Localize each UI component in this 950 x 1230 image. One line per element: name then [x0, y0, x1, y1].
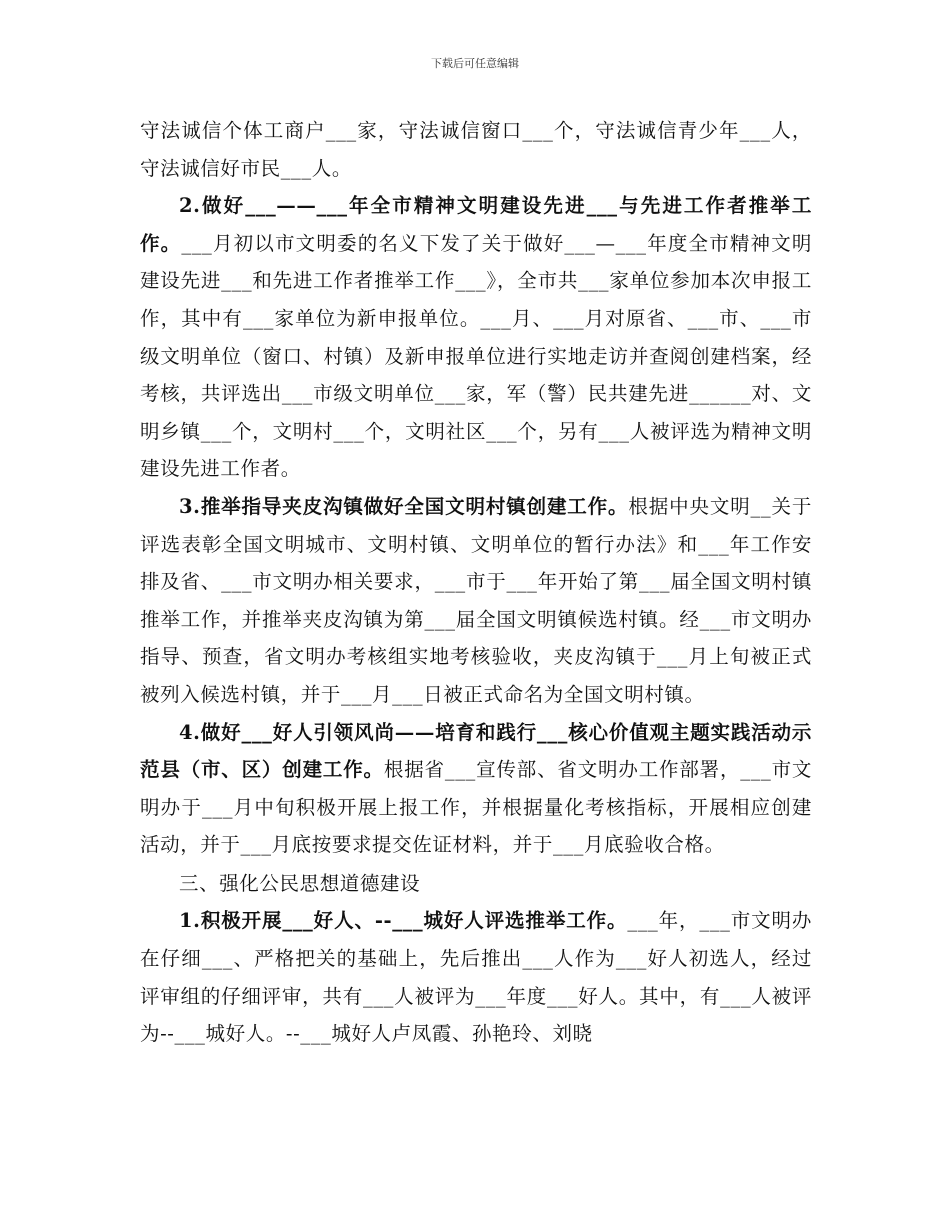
paragraph-4-body: 根据省___宣传部、省文明办工作部署，___市文明办于___月中旬积极开展上报工作，并根据量化考核指标，开展相应创建活动，并于___月底按要求提交佐证材料，并于___月底验收合格。: [140, 758, 812, 857]
paragraph-2: [140, 187, 812, 488]
section-heading: 三、强化公民思想道德建设: [179, 871, 421, 895]
paragraph-3: [140, 488, 812, 714]
paragraph-3-body: 根据中央文明__关于评选表彰全国文明城市、文明村镇、文明单位的暂行办法》和___年工作安排及省、___市文明办相关要求，___市于___年开始了第___届全国文明村镇推举工作，并推举夹皮沟镇为第___届全国文明镇候选村镇。经___市文明办指导、预查，省文明办考核组实地考核验收，夹皮沟镇于___月上旬被正式被列入候选村镇，并于___月___日被正式命名为全国文明村镇。: [140, 494, 812, 706]
paragraph-4: [140, 714, 812, 864]
paragraph-1: [140, 112, 812, 187]
document-body: [140, 112, 812, 1053]
paragraph-5: [140, 902, 812, 1052]
paragraph-2-body: ___月初以市文明委的名义下发了关于做好___—___年度全市精神文明建设先进___和先进工作者推举工作___》，全市共___家单位参加本次申报工作，其中有___家单位为新申报单位。___月、___月对原省、___市、___市级文明单位（窗口、村镇）及新申报单位进行实地走访并查阅创建档案，经考核，共评选出___市级文明单位___家，军（警）民共建先进______对、文明乡镇___个，文明村___个，文明社区___个，另有___人被评选为精神文明建设先进工作者。: [140, 231, 812, 481]
paragraph-5-body: ___年，___市文明办在仔细___、严格把关的基础上，先后推出___人作为___好人初选人，经过评审组的仔细评审，共有___人被评为___年度___好人。其中，有___人被评为--___城好人。--___城好人卢凤霞、孙艳玲、刘晓: [140, 909, 813, 1046]
paragraph-3-lead: 3.推举指导夹皮沟镇做好全国文明村镇创建工作。: [179, 494, 629, 518]
page-header: 下载后可任意编辑: [431, 57, 519, 70]
paragraph-4-lead: 4.做好___好人引领风尚——培育和践行___核心价值观主题实践活动示范县（市、区）创建工作。: [140, 720, 812, 782]
paragraph-5-lead: 1.积极开展___好人、--___城好人评选推举工作。: [179, 909, 628, 933]
paragraph-1-body: 守法诚信个体工商户___家，守法诚信窗口___个，守法诚信青少年___人，守法诚信好市民___人。: [140, 119, 812, 180]
paragraph-2-lead: 2.做好___——___年全市精神文明建设先进___与先进工作者推举工作。: [140, 194, 812, 255]
